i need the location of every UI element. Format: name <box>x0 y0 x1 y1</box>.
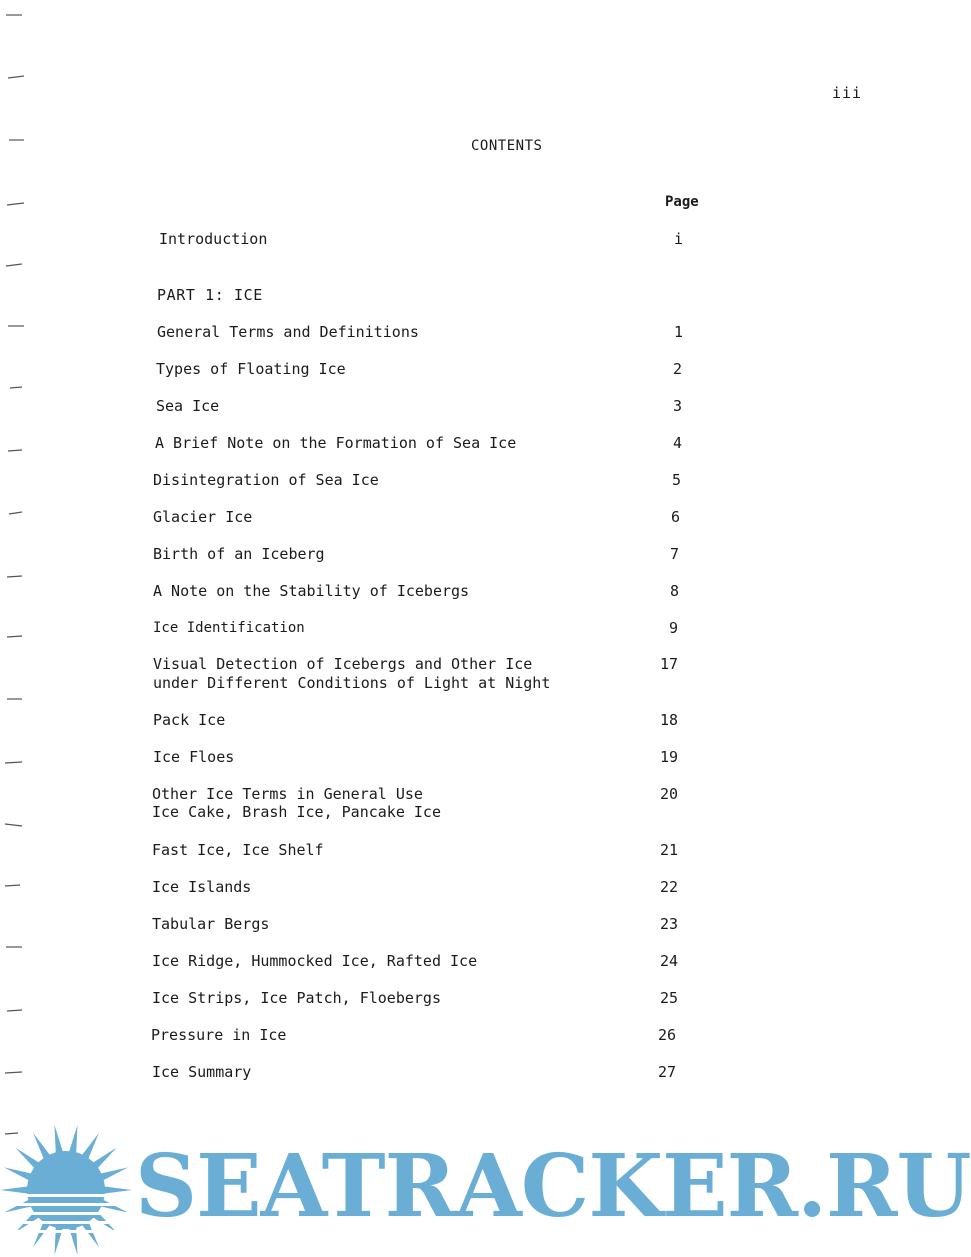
toc-label: A Note on the Stability of Icebergs <box>153 582 470 600</box>
toc-page-number: 20 <box>660 785 679 803</box>
toc-page-number: i <box>674 230 684 248</box>
toc-label: Pressure in Ice <box>151 1026 287 1044</box>
toc-label-continued: Ice Cake, Brash Ice, Pancake Ice <box>152 803 441 821</box>
toc-label: Ice Islands <box>152 878 252 896</box>
toc-label: Ice Identification <box>153 620 305 636</box>
toc-page-number: 5 <box>672 471 682 489</box>
toc-label: A Brief Note on the Formation of Sea Ice <box>155 434 517 452</box>
toc-page-number: 8 <box>670 582 680 600</box>
toc-label: Glacier Ice <box>153 508 253 526</box>
toc-page-number: 17 <box>660 655 679 673</box>
part-heading-label: PART 1: ICE <box>157 286 263 304</box>
toc-page-number: 9 <box>669 619 679 637</box>
toc-label: Pack Ice <box>153 711 226 729</box>
binding-marks <box>0 0 30 1257</box>
toc-page-number: 25 <box>660 989 679 1007</box>
watermark-text: SEATRACKER.RU <box>135 1136 971 1237</box>
toc-page-number: 19 <box>660 748 679 766</box>
page-number: iii <box>832 84 863 102</box>
toc-page-number: 18 <box>660 711 679 729</box>
page-column-header: Page <box>665 194 699 210</box>
toc-page-number: 7 <box>670 545 680 563</box>
toc-label: Birth of an Iceberg <box>153 545 325 563</box>
toc-label: Ice Summary <box>152 1063 252 1081</box>
toc-label: General Terms and Definitions <box>157 323 419 341</box>
toc-label-continued: under Different Conditions of Light at Night <box>153 674 551 692</box>
toc-page-number: 26 <box>658 1026 677 1044</box>
toc-page-number: 3 <box>673 397 683 415</box>
toc-page-number: 2 <box>673 360 683 378</box>
toc-page-number: 4 <box>673 434 683 452</box>
toc-label: Other Ice Terms in General Use <box>152 785 423 803</box>
toc-page-number: 23 <box>660 915 679 933</box>
toc-page-number: 1 <box>674 323 684 341</box>
toc-page-number: 22 <box>660 878 679 896</box>
toc-page-number: 6 <box>671 508 681 526</box>
toc-label: Visual Detection of Icebergs and Other Ice <box>153 655 533 673</box>
sun-icon <box>0 1124 140 1257</box>
toc-label: Introduction <box>159 230 268 248</box>
toc-page-number: 27 <box>658 1063 677 1081</box>
toc-label: Tabular Bergs <box>152 915 270 933</box>
contents-title: CONTENTS <box>471 138 543 154</box>
toc-label: Fast Ice, Ice Shelf <box>152 841 324 859</box>
toc-label: Ice Floes <box>153 748 235 766</box>
toc-label: Ice Strips, Ice Patch, Floebergs <box>152 989 441 1007</box>
toc-label: Ice Ridge, Hummocked Ice, Rafted Ice <box>152 952 478 970</box>
toc-page-number: 24 <box>660 952 679 970</box>
toc-label: Sea Ice <box>156 397 220 415</box>
toc-label: Disintegration of Sea Ice <box>153 471 379 489</box>
toc-label: Types of Floating Ice <box>156 360 346 378</box>
toc-page-number: 21 <box>660 841 679 859</box>
